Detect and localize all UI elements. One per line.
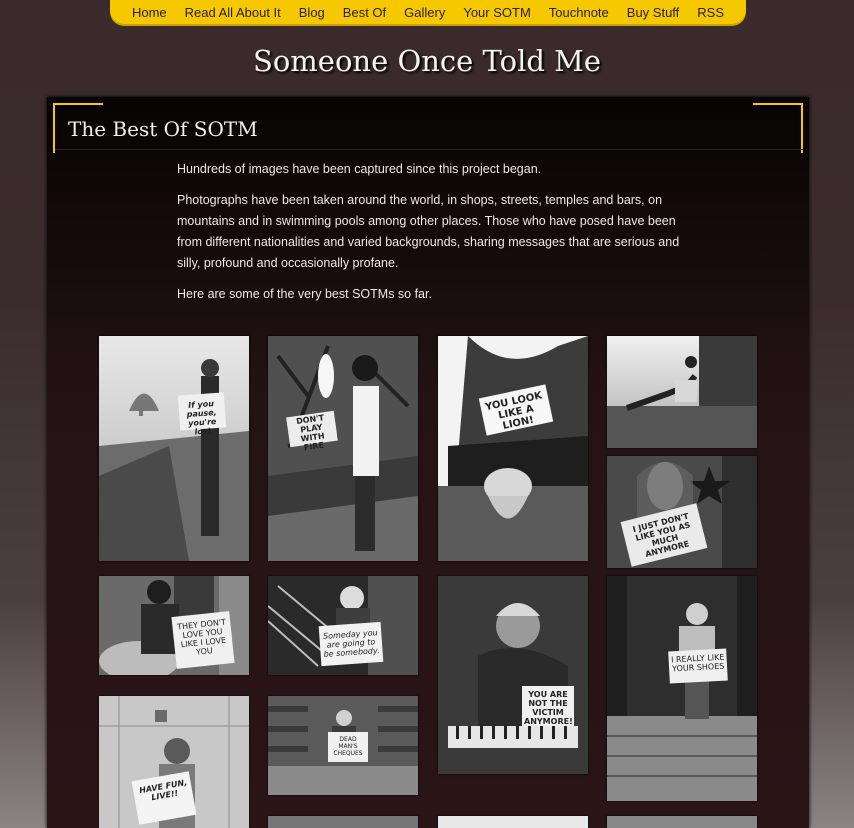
- nav-gallery[interactable]: Gallery: [404, 4, 446, 20]
- nav-rss[interactable]: RSS: [697, 4, 725, 20]
- site-title[interactable]: Someone Once Told Me: [252, 44, 602, 78]
- heading-divider: [55, 149, 803, 150]
- photo-image: [268, 336, 418, 561]
- photo-image: [607, 576, 757, 801]
- nav-your-sotm[interactable]: Your SOTM: [463, 4, 531, 20]
- photo-image: [438, 336, 588, 561]
- top-navigation: [110, 0, 746, 24]
- gallery-photo[interactable]: [99, 696, 249, 828]
- intro-paragraph-1: Hundreds of images have been captured since this project began.: [177, 162, 542, 176]
- content-panel: [47, 97, 809, 828]
- gallery-photo[interactable]: [438, 336, 588, 561]
- photo-image: [607, 336, 757, 448]
- sign-text: DON'T PLAY WITH FIRE: [295, 413, 326, 453]
- gallery-photo[interactable]: [607, 336, 757, 448]
- sign-text: YOU ARE NOT THE VICTIM ANYMORE!: [524, 690, 573, 726]
- sign-text: If you pause, you're lost: [186, 399, 217, 437]
- gallery-photo[interactable]: [268, 816, 418, 828]
- nav-read-all-about-it[interactable]: Read All About It: [184, 4, 281, 20]
- sign-text: I JUST DON'T LIKE YOU AS MUCH ANYMORE: [631, 511, 692, 559]
- gallery-photo[interactable]: [268, 576, 418, 675]
- gallery-photo[interactable]: [268, 696, 418, 795]
- gallery-photo[interactable]: [438, 816, 588, 828]
- gallery-photo[interactable]: [268, 336, 418, 561]
- sign-text: Someday you are going to be somebody.: [322, 628, 380, 659]
- photo-image: [99, 696, 249, 828]
- sign-text: DEAD MAN'S CHEQUES: [333, 736, 363, 757]
- gallery-photo[interactable]: [607, 816, 757, 828]
- page-heading: The Best Of SOTM: [68, 117, 258, 141]
- intro-paragraph-3: Here are some of the very best SOTMs so far.: [177, 287, 432, 301]
- sign-text: HAVE FUN, LIVE!!: [138, 777, 188, 803]
- photo-image: [268, 576, 418, 675]
- nav-home[interactable]: Home: [131, 4, 167, 20]
- gallery-photo[interactable]: [99, 576, 249, 675]
- gallery-photo[interactable]: [607, 576, 757, 801]
- nav-best-of[interactable]: Best Of: [342, 4, 387, 20]
- corner-decoration-right: [753, 103, 803, 153]
- gallery-photo[interactable]: [438, 576, 588, 774]
- gallery-photo[interactable]: [99, 336, 249, 561]
- photo-image: [99, 336, 249, 561]
- gallery-photo[interactable]: [607, 456, 757, 568]
- sign-text: YOU LOOK LIKE A LION!: [484, 390, 544, 432]
- intro-text: [177, 159, 697, 315]
- nav-touchnote[interactable]: Touchnote: [548, 4, 609, 20]
- photo-image: [438, 576, 588, 774]
- nav-buy-stuff[interactable]: Buy Stuff: [626, 4, 680, 20]
- sign-text: I REALLY LIKE YOUR SHOES: [670, 652, 725, 674]
- intro-paragraph-2: Photographs have been taken around the world, in shops, streets, temples and bars, on mountains and in swimming pools among other places. Those who have posed have been from different nationalities and varied backgrounds, sharing messages that are serious and silly, profound and occasionally profane.: [177, 193, 680, 270]
- sign-text: THEY DON'T LOVE YOU LIKE I LOVE YOU: [176, 617, 227, 657]
- nav-blog[interactable]: Blog: [298, 4, 325, 20]
